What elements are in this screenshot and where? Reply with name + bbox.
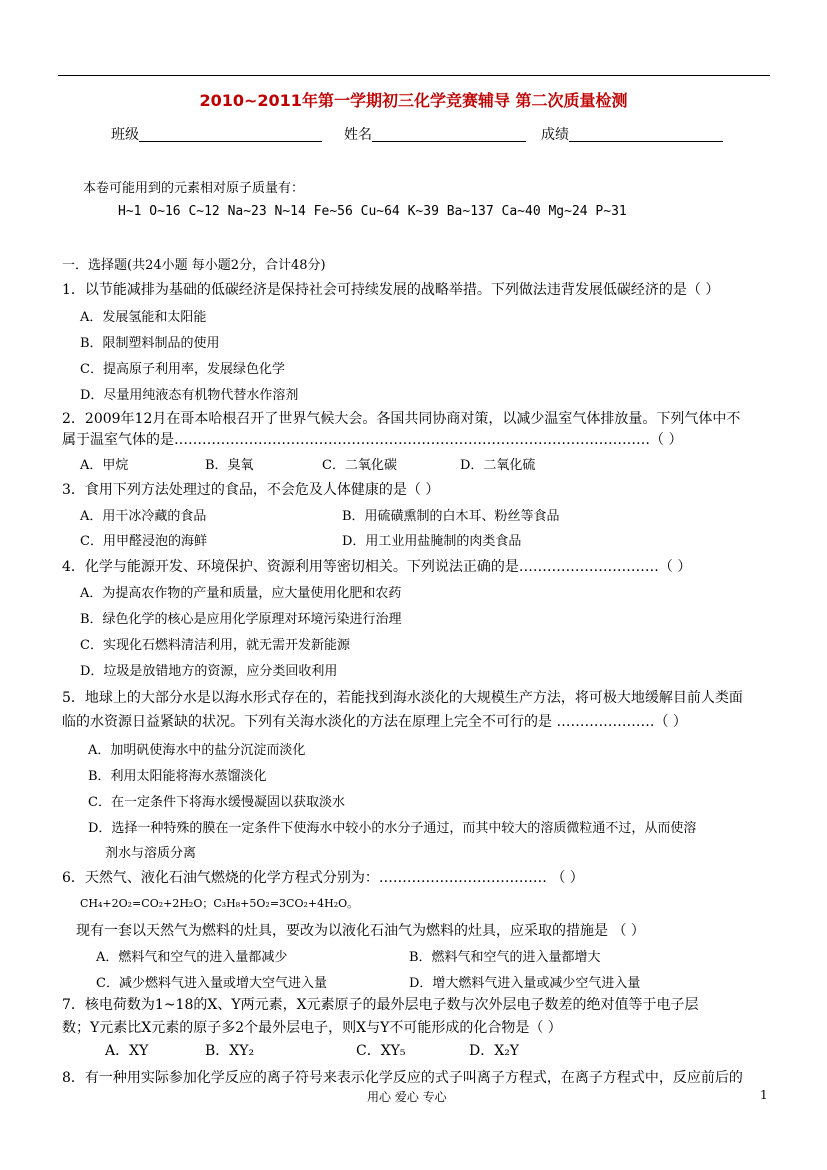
question-5-option-c: C．在一定条件下将海水缓慢凝固以获取淡水 — [88, 795, 345, 810]
class-field[interactable] — [139, 141, 322, 142]
question-4-option-c: C．实现化石燃料清洁利用，就无需开发新能源 — [80, 638, 350, 653]
question-2-option-a: A．甲烷 — [80, 458, 129, 473]
footer-motto: 用心 爱心 专心 — [367, 1090, 447, 1104]
top-rule — [58, 75, 770, 76]
question-2-option-b: B．臭氧 — [205, 458, 254, 473]
question-7-stem-line2: 数；Y元素比X元素的原子多2个最外层电子，则X与Y不可能形成的化合物是（ ） — [62, 1020, 562, 1036]
page-title: 2010~2011年第一学期初三化学竞赛辅导 第二次质量检测 — [199, 91, 628, 110]
question-3-option-d: D．用工业用盐腌制的肉类食品 — [342, 534, 522, 549]
question-3-stem: 3．食用下列方法处理过的食品，不会危及人体健康的是（ ） — [62, 482, 440, 498]
page-number: 1 — [760, 1088, 768, 1102]
question-6-option-d: D．增大燃料气进入量或减少空气进入量 — [409, 976, 641, 991]
question-2-option-c: C．二氧化碳 — [322, 458, 397, 473]
score-label: 成绩 — [541, 127, 569, 143]
question-5-stem-line2: 临的水资源日益紧缺的状况。下列有关海水淡化的方法在原理上完全不可行的是 …………………（ ） — [62, 714, 687, 730]
question-8-stem-line1: 8．有一种用实际参加化学反应的离子符号来表示化学反应的式子叫离子方程式，在离子方程式中，反应前后的 — [62, 1070, 743, 1086]
atomic-masses: H~1 O~16 C~12 Na~23 N~14 Fe~56 Cu~64 K~39 Ba~137 Ca~40 Mg~24 P~31 — [118, 204, 627, 219]
question-4-stem: 4．化学与能源开发、环境保护、资源利用等密切相关。下列说法正确的是…………………………（ ） — [62, 559, 692, 575]
question-1-option-d: D．尽量用纯液态有机物代替水作溶剂 — [80, 388, 299, 403]
question-6-substem: 现有一套以天然气为燃料的灶具，要改为以液化石油气为燃料的灶具，应采取的措施是 （ ） — [76, 923, 645, 939]
question-7-stem-line1: 7．核电荷数为1~18的X、Y两元素，X元素原子的最外层电子数与次外层电子数差的绝对值等于电子层 — [62, 997, 699, 1013]
score-field[interactable] — [569, 141, 723, 142]
question-5-stem-line1: 5．地球上的大部分水是以海水形式存在的，若能找到海水淡化的大规模生产方法，将可极大地缓解目前人类面 — [62, 690, 743, 706]
question-6-stem: 6．天然气、液化石油气燃烧的化学方程式分别为：……………………………… （ ） — [62, 870, 584, 886]
question-6-option-a: A．燃料气和空气的进入量都减少 — [96, 950, 288, 965]
question-6-option-b: B．燃料气和空气的进入量都增大 — [409, 950, 601, 965]
question-3-option-b: B．用硫磺熏制的白木耳、粉丝等食品 — [342, 509, 560, 524]
class-label: 班级 — [111, 127, 139, 143]
question-6-option-c: C．减少燃料气进入量或增大空气进入量 — [96, 976, 327, 991]
question-7-option-d: D．X₂Y — [469, 1043, 520, 1059]
question-3-option-c: C．用甲醛浸泡的海鲜 — [80, 534, 207, 549]
question-3-option-a: A．用干冰冷藏的食品 — [80, 509, 207, 524]
question-1-option-a: A．发展氢能和太阳能 — [80, 310, 207, 325]
question-5-option-a: A．加明矾使海水中的盐分沉淀而淡化 — [88, 743, 306, 758]
question-4-option-a: A．为提高农作物的产量和质量，应大量使用化肥和农药 — [80, 586, 402, 601]
question-1-option-c: C．提高原子利用率，发展绿色化学 — [80, 362, 285, 377]
question-6-equations: CH₄+2O₂=CO₂+2H₂O；C₃H₈+5O₂=3CO₂+4H₂O。 — [80, 897, 359, 910]
question-1-stem: 1．以节能减排为基础的低碳经济是保持社会可持续发展的战略举措。下列做法违背发展低碳经济的是（ ） — [62, 282, 720, 298]
question-4-option-d: D．垃圾是放错地方的资源，应分类回收利用 — [80, 664, 338, 679]
question-4-option-b: B．绿色化学的核心是应用化学原理对环境污染进行治理 — [80, 612, 402, 627]
section-heading: 一．选择题(共24小题 每小题2分，合计48分) — [62, 258, 326, 273]
name-field[interactable] — [372, 141, 526, 142]
question-7-option-c: C．XY₅ — [356, 1043, 406, 1059]
question-5-option-d-line2: 剂水与溶质分离 — [105, 846, 197, 861]
question-7-option-b: B．XY₂ — [205, 1043, 255, 1059]
question-2-stem-line1: 2．2009年12月在哥本哈根召开了世界气候大会。各国共同协商对策，以减少温室气体排放量。下列气体中不 — [62, 411, 741, 427]
question-1-option-b: B．限制塑料制品的使用 — [80, 336, 220, 351]
name-label: 姓名 — [344, 127, 372, 143]
question-2-option-d: D．二氧化硫 — [460, 458, 536, 473]
question-5-option-d-line1: D．选择一种特殊的膜在一定条件下使海水中较小的水分子通过，而其中较大的溶质微粒通不过，从而使溶 — [88, 821, 697, 836]
question-5-option-b: B．利用太阳能将海水蒸馏淡化 — [88, 769, 267, 784]
intro-text: 本卷可能用到的元素相对原子质量有： — [83, 181, 305, 196]
question-7-option-a: A．XY — [105, 1043, 149, 1059]
question-2-stem-line2: 属于温室气体的是…………………………………………………………………………………………（ ） — [62, 432, 683, 448]
